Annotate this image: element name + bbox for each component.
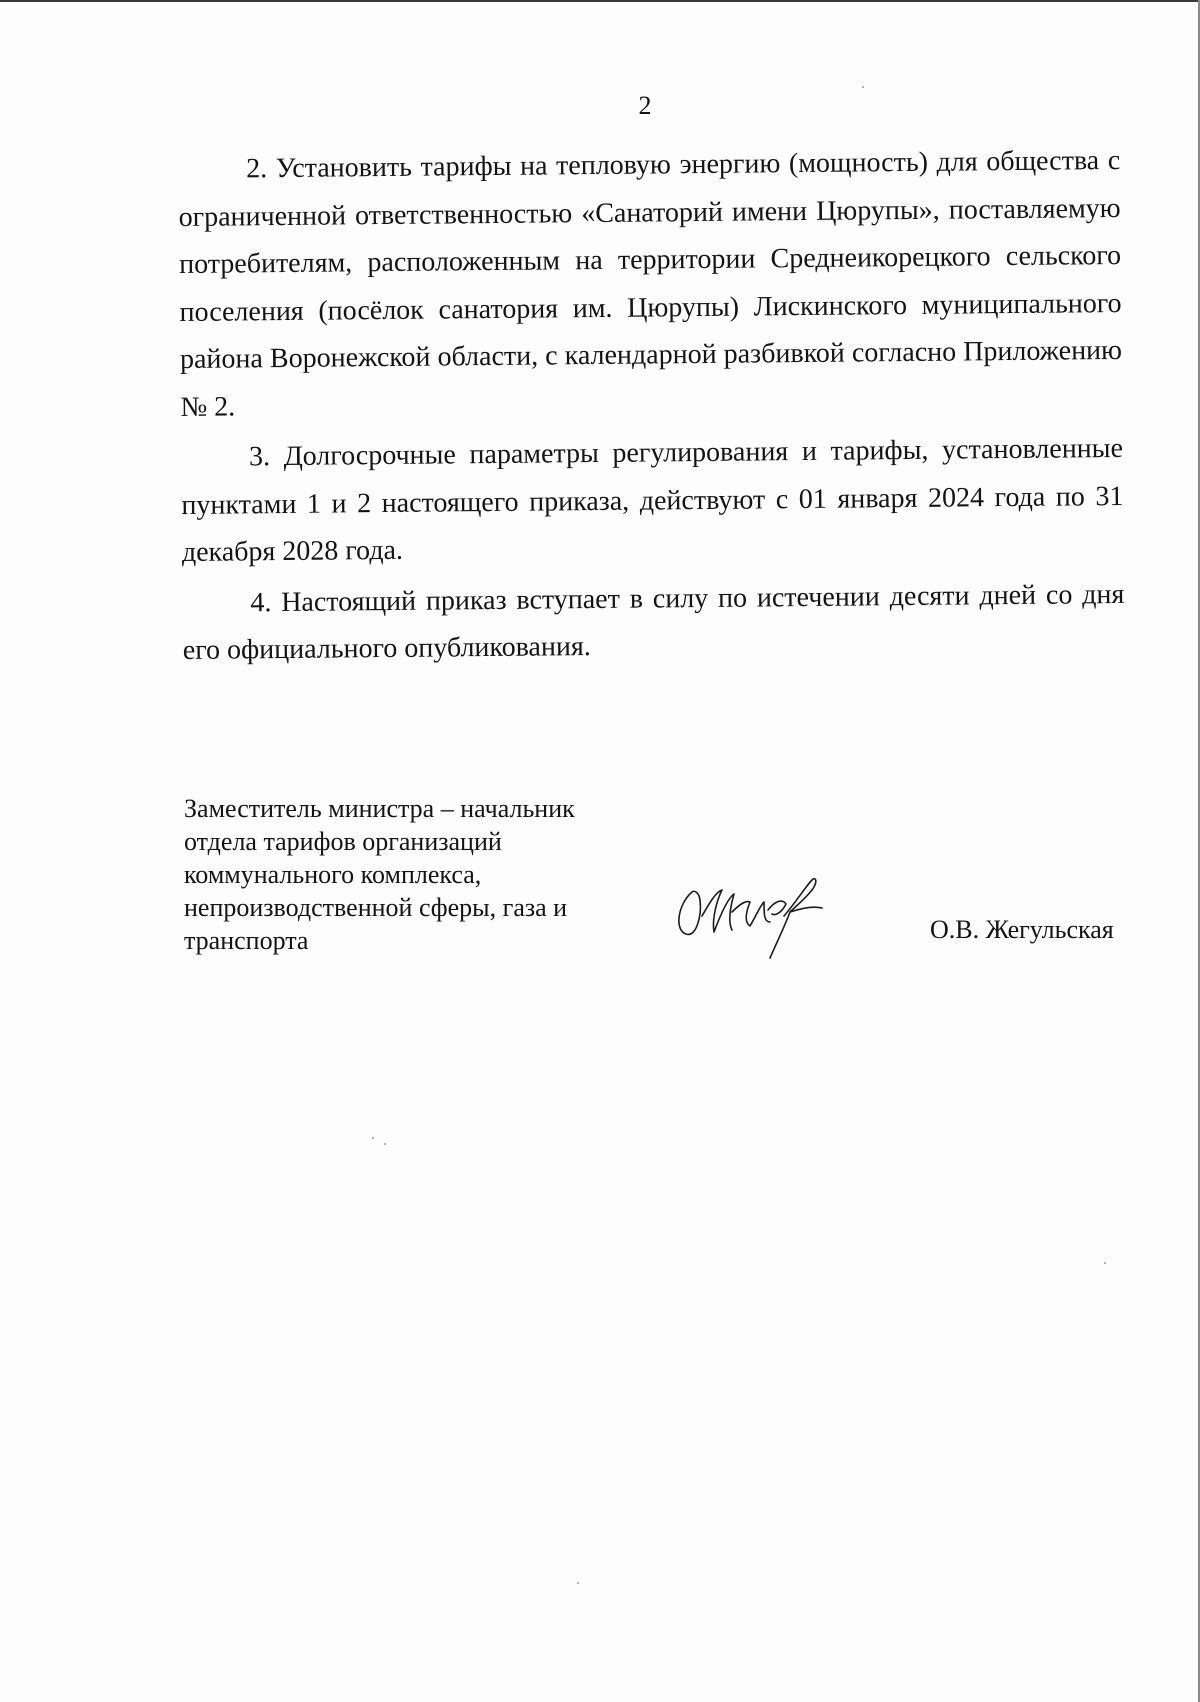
position-line: отдела тарифов организаций — [184, 827, 502, 856]
paragraph-3: 3. Долгосрочные параметры регулирования и тарифы, установленные пунктами 1 и 2 настоящего приказа, действуют с 01 января 2024 года по 31 декабря 2028 года. — [181, 432, 1124, 568]
scan-speck — [577, 1582, 579, 1584]
scan-speck — [862, 86, 864, 88]
signatory-position — [184, 792, 624, 957]
scan-speck — [1104, 1262, 1106, 1264]
position-line: Заместитель министра – начальник — [184, 794, 575, 823]
position-line: непроизводственной сферы, газа и — [184, 893, 568, 922]
paragraph-2: 2. Установить тарифы на тепловую энергию (мощность) для общества с ограниченной ответственностью «Санаторий имени Цюрупы», поставляемую потребителям, расположенным на территории Среднеикорецкого сельского поселения (посёлок санатория им. Цюрупы) Лискинского муниципального района Воронежской области, с календарной разбивкой согласно Приложению № 2. — [178, 144, 1123, 423]
page-number: 2 — [638, 91, 652, 120]
position-line: коммунального комплекса, — [184, 860, 482, 889]
scan-edge-top — [0, 0, 1200, 2]
scan-speck — [384, 1143, 386, 1145]
signer-name: О.В. Жегульская — [930, 915, 1114, 944]
scan-speck — [372, 1137, 374, 1139]
order-body — [178, 137, 1125, 678]
paragraph-4: 4. Настоящий приказ вступает в силу по истечении десяти дней со дня его официального опубликования. — [182, 578, 1125, 666]
handwritten-signature-icon — [672, 872, 832, 962]
position-line: транспорта — [184, 926, 309, 955]
